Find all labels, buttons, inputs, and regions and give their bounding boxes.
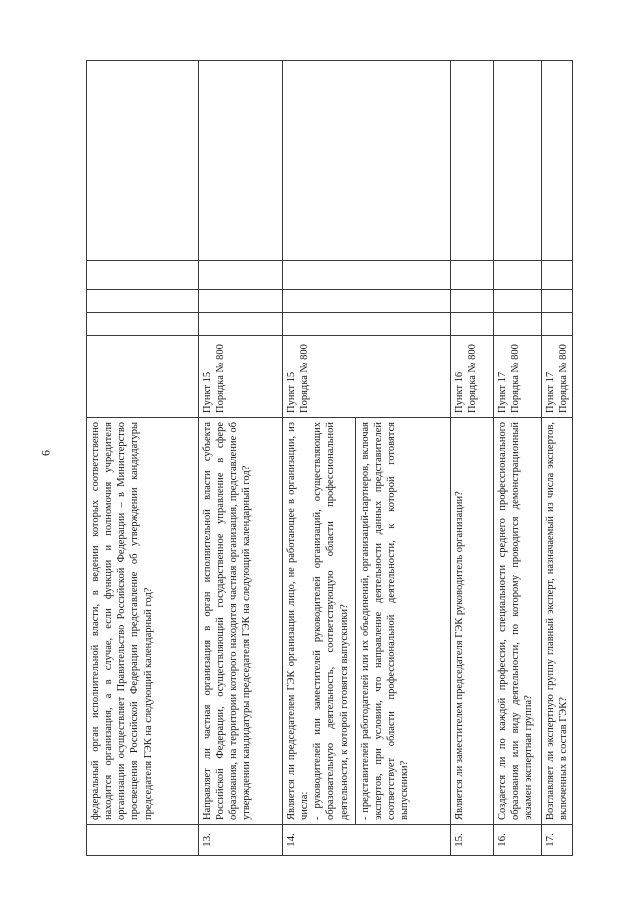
page-number: 6 (38, 450, 53, 456)
question-sub-item: - представителей работодателей или их объединений, организаций-партнеров, включая экспертов, при условии, что направление деятельности данных представителей соответствует области профессиональной деятельности, к которой готовятся выпускники? (359, 422, 410, 820)
row-number: 17. (542, 825, 573, 856)
table-row (87, 61, 199, 856)
table-row (494, 61, 542, 856)
answer-cell (283, 313, 451, 336)
question-text: Создается ли по каждой профессии, специальности среднего профессионального образования или виду деятельности, по которому проводится демонстрационный экзамен экспертная группа? (494, 418, 542, 825)
table-row (542, 61, 573, 856)
reference-cell: Пункт 16 Порядка № 800 (451, 336, 494, 418)
answer-cell (87, 313, 199, 336)
question-text: Направляет ли частная организация в орган исполнительной власти субъекта Российской Федерации, осуществляющий государственное управление в сфере образования, на территории которого находится частная организация, представление об утверждении кандидатуры председателя ГЭК на следующий календарный год? (199, 418, 283, 825)
question-text: Является ли заместителем председателя ГЭК руководитель организации? (451, 418, 494, 825)
answer-cell (451, 261, 494, 290)
reference-cell: Пункт 15 Порядка № 800 (283, 336, 451, 418)
question-text: Возглавляет ли экспертную группу главный эксперт, назначаемый из числа экспертов, включенных в состав ГЭК? (542, 418, 573, 825)
comment-cell (451, 61, 494, 261)
comment-cell (199, 61, 283, 261)
answer-cell (199, 313, 283, 336)
row-number: 14. (283, 825, 451, 856)
divider (355, 418, 356, 824)
row-number: 13. (199, 825, 283, 856)
answer-cell (451, 290, 494, 313)
question-lead: Является ли председателем ГЭК организации лицо, не работающее в организации, из числа: (286, 422, 311, 820)
row-number (87, 825, 199, 856)
answer-cell (494, 261, 542, 290)
question-text (283, 418, 451, 825)
answer-cell (199, 290, 283, 313)
checklist-table (86, 60, 573, 856)
comment-cell (542, 61, 573, 261)
answer-cell (283, 261, 451, 290)
table-row (283, 61, 451, 856)
answer-cell (87, 290, 199, 313)
question-text: федеральный орган исполнительной власти, в ведении которых соответственно находится организация, а в случае, если функции и полномочия учредителя организации осуществляет Правительство Российской Федерации – в Министерство просвещения Российской Федерации представление об утверждении кандидатуры председателя ГЭК на следующий календарный год? (87, 418, 199, 825)
answer-cell (494, 290, 542, 313)
reference-cell (87, 336, 199, 418)
question-sub-item: - руководителей или заместителей руководителей организаций, осуществляющих образовательную деятельность, соответствующую области профессиональной деятельности, к которой готовятся выпускники? (312, 422, 350, 820)
answer-cell (87, 261, 199, 290)
answer-cell (494, 313, 542, 336)
reference-cell: Пункт 17 Порядка № 800 (542, 336, 573, 418)
comment-cell (494, 61, 542, 261)
reference-cell: Пункт 17 Порядка № 800 (494, 336, 542, 418)
row-number: 16. (494, 825, 542, 856)
reference-cell: Пункт 15 Порядка № 800 (199, 336, 283, 418)
answer-cell (283, 290, 451, 313)
answer-cell (199, 261, 283, 290)
comment-cell (283, 61, 451, 261)
answer-cell (542, 290, 573, 313)
answer-cell (542, 313, 573, 336)
table-row (199, 61, 283, 856)
answer-cell (451, 313, 494, 336)
comment-cell (87, 61, 199, 261)
table-row (451, 61, 494, 856)
checklist-table-rotated (86, 61, 571, 856)
row-number: 15. (451, 825, 494, 856)
answer-cell (542, 261, 573, 290)
